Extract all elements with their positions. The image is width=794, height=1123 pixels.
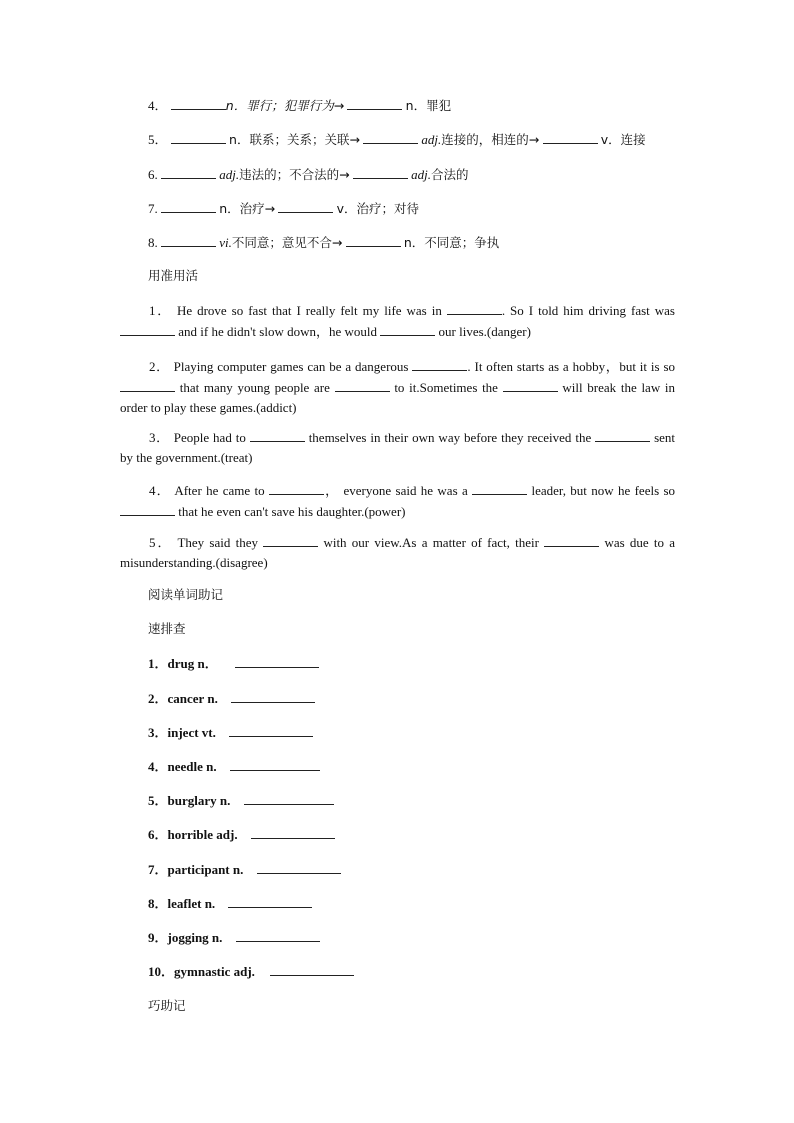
question-text: They said they bbox=[177, 535, 258, 550]
answer-blank[interactable] bbox=[120, 501, 175, 516]
item-number: 2． bbox=[149, 359, 170, 374]
usage-question-4 bbox=[120, 480, 675, 522]
answer-blank[interactable] bbox=[251, 824, 335, 839]
item-number: 2． bbox=[148, 691, 168, 706]
question-text: After he came to bbox=[174, 483, 265, 498]
word-label: cancer n. bbox=[167, 691, 218, 706]
usage-question-5 bbox=[120, 532, 675, 573]
item-number: 8． bbox=[148, 896, 168, 911]
quick-item bbox=[148, 859, 341, 880]
item-number: 8. bbox=[148, 235, 158, 250]
word-label: horrible adj. bbox=[167, 827, 238, 842]
word-label: jogging n. bbox=[167, 930, 223, 945]
item-number: 7． bbox=[148, 862, 168, 877]
vocab-item-5 bbox=[148, 129, 646, 150]
pos-label: vi. bbox=[219, 235, 232, 250]
usage-question-2 bbox=[120, 356, 675, 418]
definition-text: 不同意；意见不合→ bbox=[231, 235, 343, 250]
quick-item bbox=[148, 756, 320, 777]
item-number: 1． bbox=[149, 303, 172, 318]
question-text: was due to a misunderstanding.(disagree) bbox=[120, 535, 676, 570]
definition-text: n．联系；关系；关联→ bbox=[229, 132, 360, 147]
answer-blank[interactable] bbox=[244, 790, 334, 805]
answer-blank[interactable] bbox=[120, 321, 175, 336]
item-number: 6. bbox=[148, 167, 158, 182]
item-number: 3． bbox=[148, 725, 168, 740]
quick-item bbox=[148, 688, 315, 709]
section-title-quick: 速排查 bbox=[148, 621, 186, 636]
vocab-item-4 bbox=[148, 95, 451, 116]
section-title-memory: 巧助记 bbox=[148, 998, 186, 1013]
quick-item bbox=[148, 961, 354, 982]
definition-text: 违法的；不合法的→ bbox=[239, 167, 350, 182]
word-label: leaflet n. bbox=[167, 896, 216, 911]
quick-item bbox=[148, 927, 320, 948]
question-text: and if he didn't slow down，he would bbox=[178, 324, 378, 339]
item-number: 5． bbox=[149, 535, 173, 550]
answer-blank[interactable] bbox=[161, 232, 216, 247]
item-number: 3． bbox=[149, 430, 170, 445]
definition-text: v．连接 bbox=[600, 132, 646, 147]
definition-text: n．罪行；犯罪行为→ bbox=[225, 98, 345, 113]
answer-blank[interactable] bbox=[380, 321, 435, 336]
answer-blank[interactable] bbox=[346, 232, 401, 247]
answer-blank[interactable] bbox=[250, 427, 305, 442]
answer-blank[interactable] bbox=[263, 532, 318, 547]
answer-blank[interactable] bbox=[171, 129, 226, 144]
item-number: 4． bbox=[148, 759, 168, 774]
question-text: He drove so fast that I really felt my life was in bbox=[176, 303, 442, 318]
question-text: that many young people are bbox=[179, 380, 330, 395]
item-number: 1． bbox=[148, 656, 168, 671]
word-label: drug n． bbox=[167, 656, 218, 671]
usage-question-3 bbox=[120, 427, 675, 468]
word-label: needle n. bbox=[167, 759, 217, 774]
question-text: . So I told him driving fast was bbox=[501, 303, 675, 318]
answer-blank[interactable] bbox=[257, 859, 341, 874]
quick-item bbox=[148, 722, 313, 743]
vocab-item-6 bbox=[148, 164, 469, 185]
answer-blank[interactable] bbox=[229, 722, 313, 737]
question-text: to it.Sometimes the bbox=[394, 380, 498, 395]
answer-blank[interactable] bbox=[278, 198, 333, 213]
item-number: 10． bbox=[148, 964, 175, 979]
answer-blank[interactable] bbox=[270, 961, 354, 976]
answer-blank[interactable] bbox=[171, 95, 226, 110]
pos-label: adj. bbox=[421, 132, 442, 147]
item-number: 7. bbox=[148, 201, 158, 216]
quick-item bbox=[148, 653, 319, 674]
word-label: gymnastic adj. bbox=[174, 964, 255, 979]
answer-blank[interactable] bbox=[235, 653, 319, 668]
definition-text: n．不同意；争执 bbox=[403, 235, 500, 250]
quick-item bbox=[148, 893, 312, 914]
question-text: People had to bbox=[173, 430, 246, 445]
answer-blank[interactable] bbox=[161, 198, 216, 213]
usage-question-1 bbox=[120, 300, 675, 342]
item-number: 9． bbox=[148, 930, 168, 945]
question-text: with our view.As a matter of fact, their bbox=[323, 535, 539, 550]
question-text: themselves in their own way before they received the bbox=[308, 430, 592, 445]
item-number: 6． bbox=[148, 827, 168, 842]
answer-blank[interactable] bbox=[543, 129, 598, 144]
answer-blank[interactable] bbox=[412, 356, 467, 371]
answer-blank[interactable] bbox=[228, 893, 312, 908]
definition-text: n．罪犯 bbox=[405, 98, 452, 113]
definition-text: n．治疗→ bbox=[219, 201, 276, 216]
quick-item bbox=[148, 790, 334, 811]
question-text: our lives.(danger) bbox=[438, 324, 531, 339]
answer-blank[interactable] bbox=[231, 688, 315, 703]
answer-blank[interactable] bbox=[544, 532, 599, 547]
question-text: will break the law in order to play these games.(addict) bbox=[120, 380, 676, 415]
item-number: 5． bbox=[148, 793, 168, 808]
question-text: sent by the government.(treat) bbox=[120, 430, 676, 465]
quick-item bbox=[148, 824, 335, 845]
pos-label: adj. bbox=[411, 167, 431, 182]
question-text: Playing computer games can be a dangerous bbox=[173, 359, 409, 374]
answer-blank[interactable] bbox=[230, 756, 320, 771]
item-number: 5． bbox=[148, 132, 168, 147]
section-title-reading: 阅读单词助记 bbox=[148, 587, 224, 602]
item-number: 4． bbox=[148, 98, 168, 113]
question-text: . It often starts as a hobby，but it is so bbox=[467, 359, 676, 374]
answer-blank[interactable] bbox=[347, 95, 402, 110]
answer-blank[interactable] bbox=[269, 480, 324, 495]
answer-blank[interactable] bbox=[472, 480, 527, 495]
answer-blank[interactable] bbox=[335, 377, 390, 392]
word-label: burglary n. bbox=[167, 793, 231, 808]
question-text: ， everyone said he was a bbox=[323, 483, 468, 498]
definition-text: v．治疗；对待 bbox=[336, 201, 420, 216]
word-label: participant n. bbox=[167, 862, 244, 877]
definition-text: 合法的 bbox=[430, 167, 469, 182]
definition-text: 连接的，相连的→ bbox=[441, 132, 540, 147]
section-title-usage: 用准用活 bbox=[148, 268, 199, 283]
vocab-item-7 bbox=[148, 198, 419, 219]
answer-blank[interactable] bbox=[353, 164, 408, 179]
answer-blank[interactable] bbox=[447, 300, 502, 315]
answer-blank[interactable] bbox=[503, 377, 558, 392]
answer-blank[interactable] bbox=[120, 377, 175, 392]
pos-label: adj. bbox=[219, 167, 240, 182]
word-label: inject vt. bbox=[167, 725, 216, 740]
question-text: that he even can't save his daughter.(power) bbox=[178, 504, 406, 519]
item-number: 4． bbox=[149, 483, 171, 498]
answer-blank[interactable] bbox=[236, 927, 320, 942]
vocab-item-8 bbox=[148, 232, 499, 253]
question-text: leader, but now he feels so bbox=[531, 483, 676, 498]
answer-blank[interactable] bbox=[595, 427, 650, 442]
answer-blank[interactable] bbox=[363, 129, 418, 144]
answer-blank[interactable] bbox=[161, 164, 216, 179]
